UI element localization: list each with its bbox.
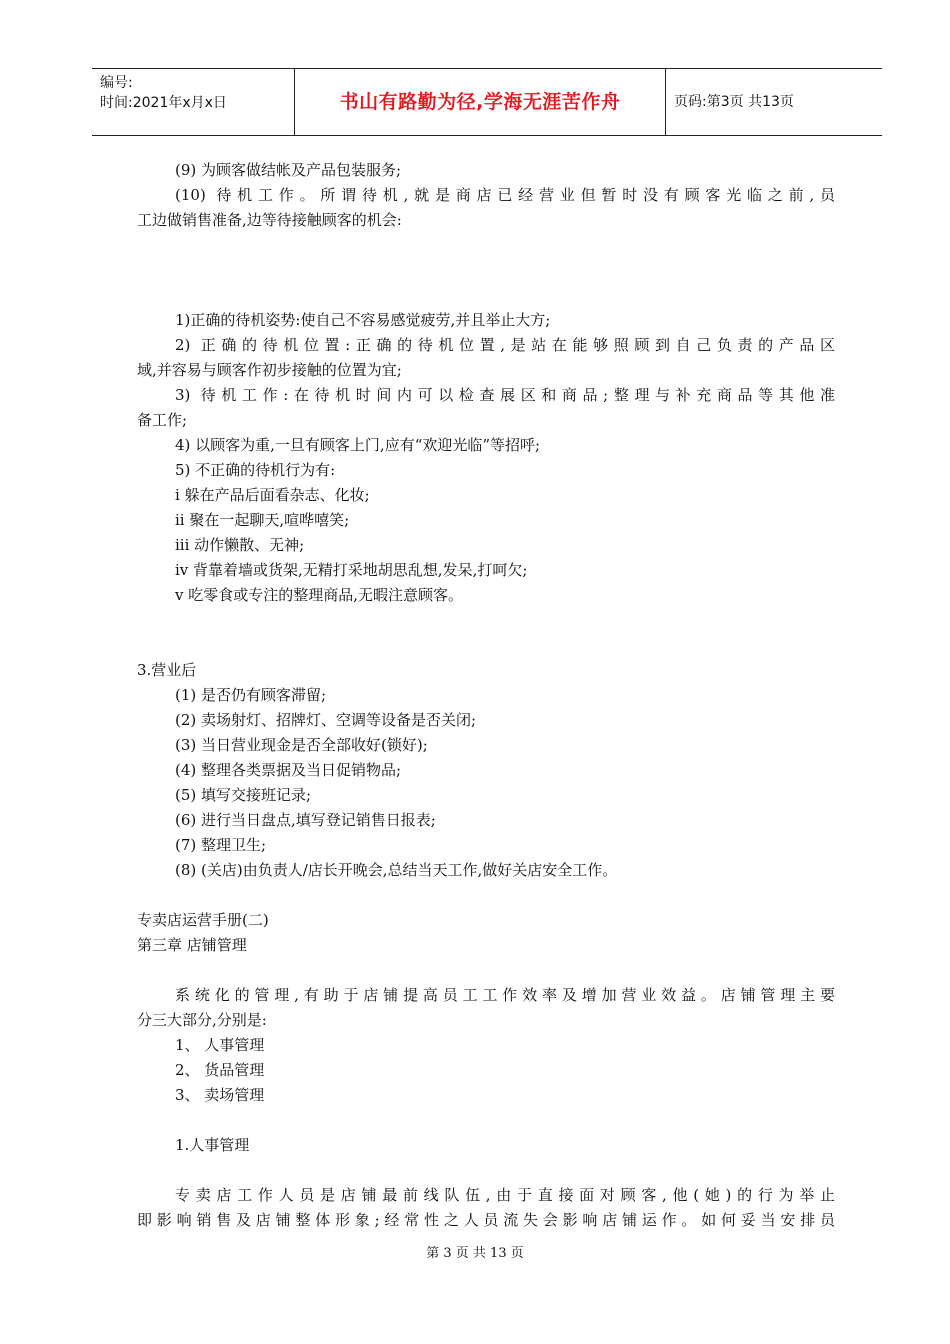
list-item: 3、 卖场管理 [175, 1086, 265, 1104]
list-item: (2) 卖场射灯、招牌灯、空调等设备是否关闭; [175, 711, 477, 729]
text-line: 域,并容易与顾客作初步接触的位置为宜; [137, 361, 402, 379]
page-header [92, 68, 882, 136]
chapter-title: 第三章 店铺管理 [137, 936, 247, 954]
list-item: v 吃零食或专注的整理商品,无暇注意顾客。 [175, 586, 464, 604]
list-item: iv 背靠着墙或货架,无精打采地胡思乱想,发呆,打呵欠; [175, 561, 528, 579]
text-line: 即影响销售及店铺整体形象;经常性之人员流失会影响店铺运作。如何妥当安排员 [137, 1211, 835, 1229]
list-item: 2、 货品管理 [175, 1061, 265, 1079]
section-heading: 1.人事管理 [175, 1136, 250, 1154]
text-line: (10) 待机工作。所谓待机,就是商店已经营业但暂时没有顾客光临之前,员 [175, 186, 835, 204]
section-heading: 3.营业后 [137, 661, 197, 679]
list-item: (7) 整理卫生; [175, 836, 267, 854]
list-item: (6) 进行当日盘点,填写登记销售日报表; [175, 811, 436, 829]
list-item: (5) 填写交接班记录; [175, 786, 312, 804]
header-meta [100, 73, 227, 113]
list-item: i 躲在产品后面看杂志、化妆; [175, 486, 370, 504]
text-line: 分三大部分,分别是: [137, 1011, 267, 1029]
text-line: 工边做销售准备,边等待接触顾客的机会: [137, 211, 402, 229]
page-footer: 第 3 页 共 13 页 [426, 1246, 524, 1261]
text-line: 专卖店工作人员是店铺最前线队伍,由于直接面对顾客,他(她)的行为举止 [175, 1186, 835, 1204]
header-divider [665, 69, 666, 135]
text-line: (9) 为顾客做结帐及产品包装服务; [175, 161, 402, 179]
text-line: 4) 以顾客为重,一旦有顾客上门,应有“欢迎光临”等招呼; [175, 436, 541, 454]
list-item: (3) 当日营业现金是否全部收好(锁好); [175, 736, 428, 754]
list-item: ii 聚在一起聊天,喧哗嘻笑; [175, 511, 350, 529]
text-line: 3) 待机工作:在待机时间内可以检查展区和商品;整理与补充商品等其他准 [175, 386, 835, 404]
header-motto: 书山有路勤为径,学海无涯苦作舟 [339, 91, 621, 113]
header-page-info: 页码:第3页 共13页 [674, 94, 794, 110]
document-time: 时间:2021年x月x日 [100, 95, 227, 111]
manual-title: 专卖店运营手册(二) [137, 911, 269, 929]
text-line: 备工作; [137, 411, 188, 429]
list-item: 1、 人事管理 [175, 1036, 265, 1054]
list-item: (4) 整理各类票据及当日促销物品; [175, 761, 402, 779]
text-line: 2) 正确的待机位置:正确的待机位置,是站在能够照顾到自己负责的产品区 [175, 336, 835, 354]
text-line: 系统化的管理,有助于店铺提高员工工作效率及增加营业效益。店铺管理主要 [175, 986, 835, 1004]
text-line: 5) 不正确的待机行为有: [175, 461, 336, 479]
document-code-label: 编号: [100, 75, 133, 91]
list-item: iii 动作懒散、无神; [175, 536, 305, 554]
text-line: 1)正确的待机姿势:使自己不容易感觉疲劳,并且举止大方; [175, 311, 551, 329]
list-item: (1) 是否仍有顾客滞留; [175, 686, 327, 704]
list-item: (8) (关店)由负责人/店长开晚会,总结当天工作,做好关店安全工作。 [175, 861, 618, 879]
